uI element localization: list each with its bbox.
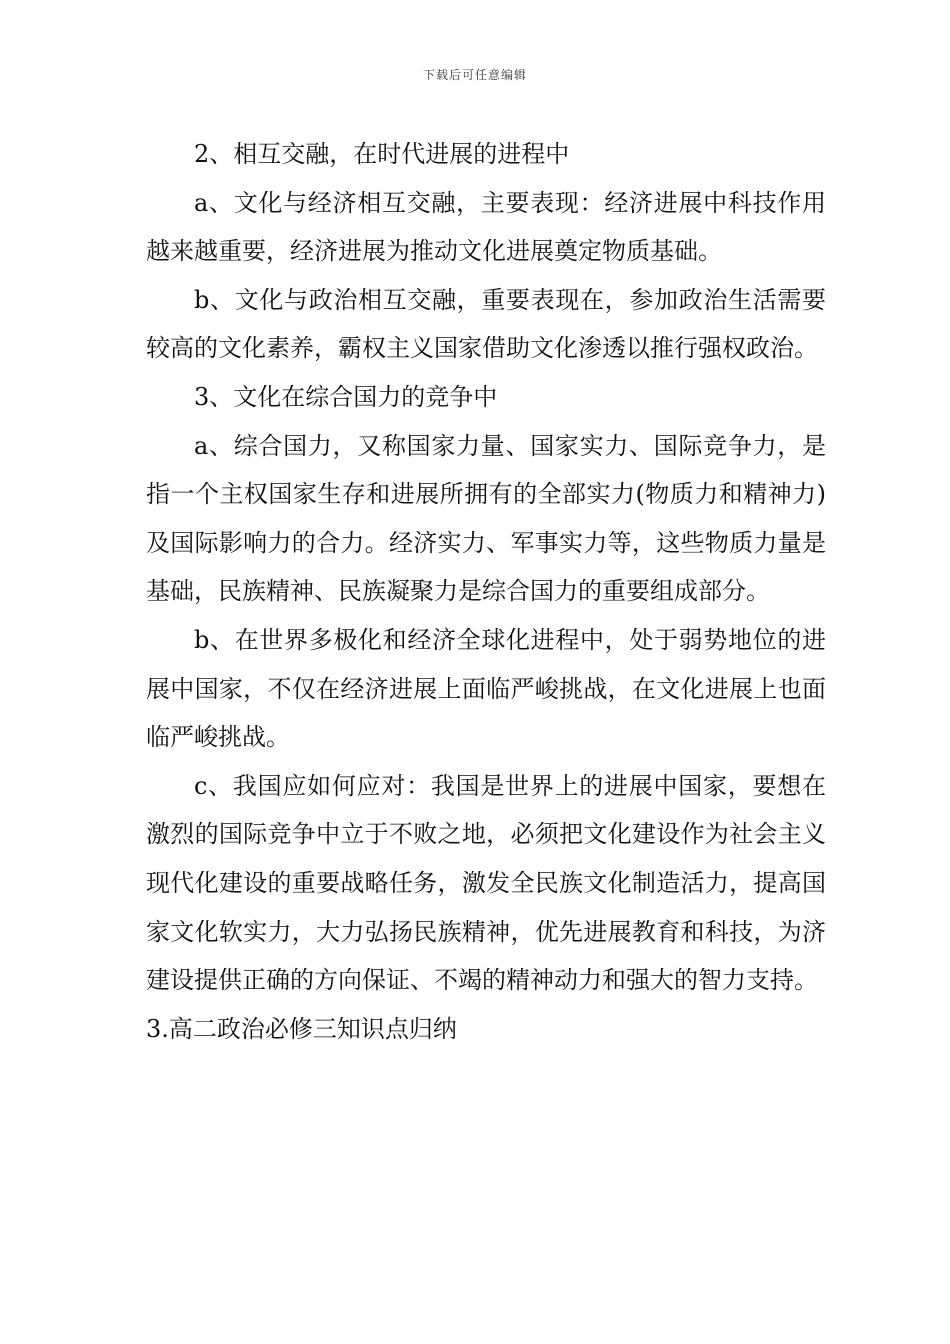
- document-body: [146, 130, 826, 1053]
- section-title: 3.高二政治必修三知识点归纳: [146, 1014, 457, 1043]
- paragraph-culture-politics: b、文化与政治相互交融，重要表现在，参加政治生活需要较高的文化素养，霸权主义国家借助文化渗透以推行强权政治。: [146, 285, 826, 363]
- paragraph-section-3-heading: 3、文化在综合国力的竞争中: [194, 382, 498, 411]
- paragraph-culture-economy: a、文化与经济相互交融，主要表现：经济进展中科技作用越来越重要，经济进展为推动文化进展奠定物质基础。: [146, 188, 826, 266]
- paragraph-developing-countries: b、在世界多极化和经济全球化进程中，处于弱势地位的进展中国家，不仅在经济进展上面临严峻挑战，在文化进展上也面临严峻挑战。: [146, 625, 826, 752]
- page-header: 下载后可任意编辑: [422, 68, 527, 82]
- paragraph-section-2-heading: 2、相互交融，在时代进展的进程中: [194, 140, 570, 168]
- paragraph-china-response: c、我国应如何应对：我国是世界上的进展中国家，要想在激烈的国际竞争中立于不败之地，必须把文化建设作为社会主义现代化建设的重要战略任务，激发全民族文化制造活力，提高国家文化软实力，大力弘扬民族精神，优先进展教育和科技，为济建设提供正确的方向保证、不竭的精神动力和强大的智力支持。: [146, 771, 826, 995]
- paragraph-comprehensive-power: a、综合国力，又称国家力量、国家实力、国际竞争力，是指一个主权国家生存和进展所拥有的全部实力(物质力和精神力)及国际影响力的合力。经济实力、军事实力等，这些物质力量是基础，民族精神、民族凝聚力是综合国力的重要组成部分。: [146, 431, 826, 606]
